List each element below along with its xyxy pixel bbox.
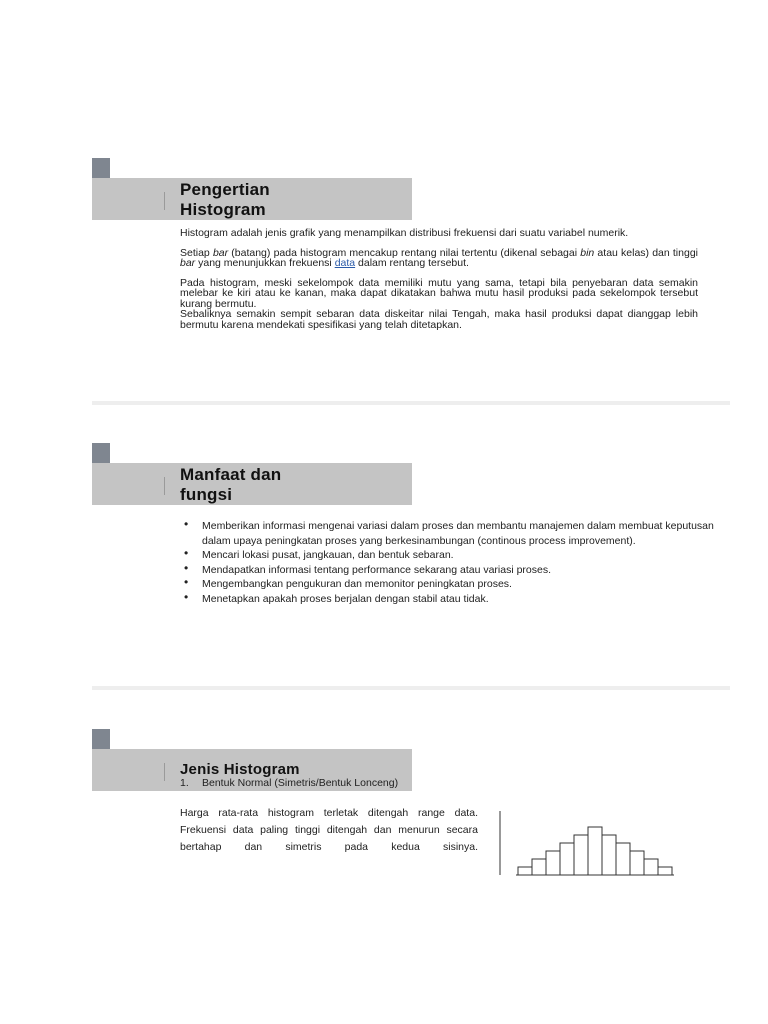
list-item [180, 560, 720, 578]
slide-pengertian [92, 158, 730, 378]
data-link[interactable]: data [334, 257, 356, 269]
list-item-text: Mencari lokasi pusat, jangkauan, dan bentuk sebaran. [202, 549, 454, 561]
bullet-icon: • [184, 517, 189, 531]
bullet-icon: • [184, 560, 189, 575]
section-title [180, 180, 270, 220]
item-label: Bentuk Normal (Simetris/Bentuk Lonceng) [202, 777, 399, 789]
section-title [180, 465, 281, 505]
benefit-list [180, 519, 720, 606]
list-item [180, 519, 720, 548]
bullet-icon: • [184, 546, 189, 560]
section-header-bar [92, 178, 412, 220]
text-run: Pada histogram, meski sekelompok data memiliki mutu yang sama, tetapi bila penyebaran data semakin melebar ke kiri atau ke kanan, maka dapat dikatakan bahwa mutu hasil produksi pada sekelompok tersebut kurang bermutu. [180, 276, 698, 310]
section-body [180, 228, 698, 330]
text-run: atau kelas) dan tinggi [594, 246, 698, 259]
bullet-icon: • [184, 575, 189, 589]
accent-square [92, 729, 110, 749]
title-line-1: Manfaat dan [180, 465, 282, 484]
histogram-bar [532, 859, 546, 875]
histogram-bar [518, 867, 532, 875]
text-run-italic: bin [580, 246, 595, 259]
list-item [180, 548, 720, 563]
slide-manfaat [92, 443, 730, 663]
text-run: dalam rentang tersebut. [355, 257, 469, 269]
histogram-bar [560, 843, 574, 875]
header-divider-tick [164, 477, 165, 495]
list-item-text: Memberikan informasi mengenai variasi dalam proses dan membantu manajemen dalam membuat keputusan dalam upaya peningkatan proses yang berkesinambungan (continous process improvement). [202, 520, 714, 547]
text-run: Sebaliknya semakin sempit sebaran data diskeitar nilai Tengah, maka hasil produksi dapat dianggap lebih bermutu karena mendekati spesifikasi yang telah ditetapkan. [180, 308, 698, 331]
text-run: Setiap [180, 246, 213, 259]
section-header-bar [92, 463, 412, 505]
slide-divider [92, 686, 730, 690]
accent-square [92, 158, 110, 178]
text-run: yang menunjukkan frekuensi [195, 257, 335, 269]
section-title: Jenis Histogram [180, 761, 300, 778]
normal-histogram-chart [496, 787, 686, 879]
bullet-icon: • [184, 589, 189, 604]
list-item-text: Mendapatkan informasi tentang performance sekarang atau variasi proses. [202, 563, 552, 576]
slide-jenis [92, 729, 730, 879]
list-item [180, 589, 720, 607]
histogram-bar [574, 835, 588, 875]
title-line-1: Pengertian [180, 180, 270, 199]
paragraph-spread [180, 278, 698, 331]
histogram-bar [630, 851, 644, 875]
item-number: 1. [180, 777, 189, 789]
title-line-2: fungsi [180, 485, 233, 504]
slide-divider [92, 401, 730, 405]
accent-square [92, 443, 110, 463]
histogram-bar [588, 827, 602, 875]
histogram-bar [546, 851, 560, 875]
text-run-italic: bar [180, 257, 196, 269]
histogram-bar [644, 859, 658, 875]
header-divider-tick [164, 763, 165, 781]
histogram-bar [616, 843, 630, 875]
histogram-bar [658, 867, 672, 875]
header-divider-tick [164, 192, 165, 210]
list-item [180, 577, 720, 592]
histogram-bars [516, 827, 674, 875]
paragraph-bar [180, 248, 698, 269]
title-line-2: Histogram [180, 200, 266, 219]
list-item-text: Menetapkan apakah proses berjalan dengan stabil atau tidak. [202, 592, 489, 605]
text-run: (batang) pada histogram mencakup rentang nilai tertentu (dikenal sebagai [228, 246, 581, 259]
histogram-bar [602, 835, 616, 875]
numbered-item [180, 777, 398, 789]
list-item-text: Mengembangkan pengukuran dan memonitor peningkatan proses. [202, 578, 512, 590]
paragraph-definition: Histogram adalah jenis grafik yang menampilkan distribusi frekuensi dari suatu variabel numerik. [180, 227, 629, 239]
normal-description: Harga rata-rata histogram terletak ditengah range data. Frekuensi data paling tinggi ditengah dan menurun secara bertahap dan simetris pada kedua sisinya. [180, 807, 478, 853]
text-run-italic: bar [212, 246, 229, 259]
